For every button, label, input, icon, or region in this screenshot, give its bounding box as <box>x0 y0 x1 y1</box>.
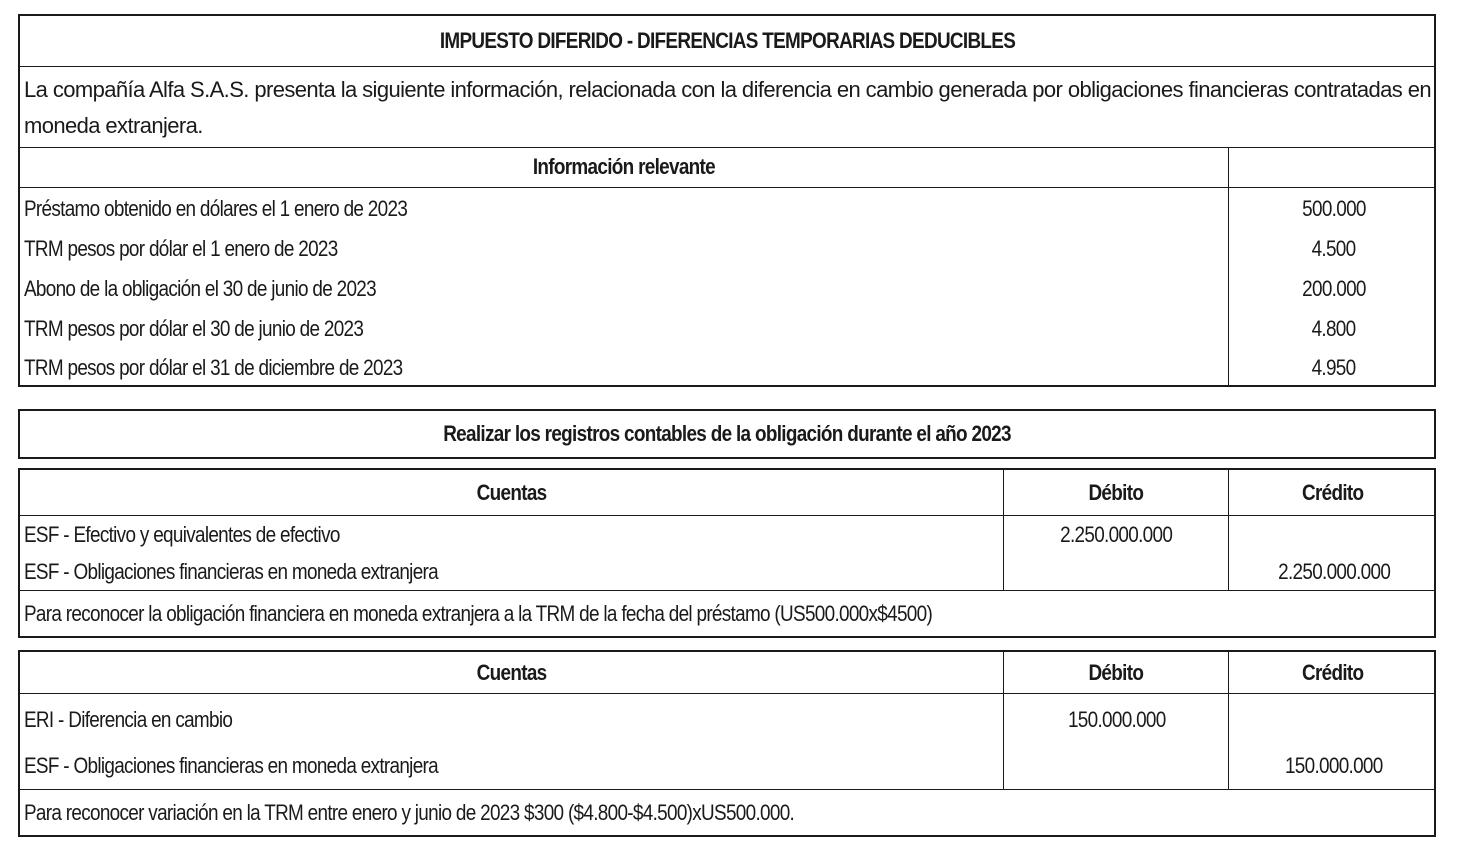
intro-paragraph: La compañía Alfa S.A.S. presenta la siguiente información, relacionada con la diferencia en cambio generada por obligaciones financieras contratadas en moneda extranjera. <box>24 77 1431 138</box>
info-label: Abono de la obligación el 30 de junio de 2023 <box>24 276 376 301</box>
entry-cuenta: ESF - Obligaciones financieras en moneda extranjera <box>24 753 438 778</box>
title-row <box>20 16 1434 66</box>
entry-note: Para reconocer la obligación financiera en moneda extranjera a la TRM de la fecha del préstamo (US500.000x$4500) <box>24 600 933 626</box>
info-value: 200.000 <box>1302 276 1366 301</box>
entry-row <box>20 554 1434 590</box>
entry-debito: 2.250.000.000 <box>1060 522 1173 547</box>
info-label: TRM pesos por dólar el 30 de junio de 2023 <box>24 316 364 341</box>
entry-cuenta: ESF - Obligaciones financieras en moneda extranjera <box>24 559 438 584</box>
info-row <box>20 269 1434 309</box>
col-credito: Crédito <box>1302 659 1364 685</box>
info-row <box>20 229 1434 269</box>
entry-header-row <box>20 470 1434 515</box>
entry-header-row <box>20 652 1434 693</box>
col-cuentas: Cuentas <box>476 479 547 505</box>
info-row <box>20 349 1434 387</box>
task-box <box>18 409 1436 459</box>
col-debito: Débito <box>1088 659 1143 685</box>
col-cuentas: Cuentas <box>476 659 547 685</box>
entry-row <box>20 516 1434 554</box>
col-credito: Crédito <box>1302 479 1364 505</box>
entry-row <box>20 696 1434 744</box>
entry-cuenta: ESF - Efectivo y equivalentes de efectivo <box>24 522 340 547</box>
journal-entry-2 <box>18 650 1436 837</box>
info-label: TRM pesos por dólar el 1 enero de 2023 <box>24 236 338 261</box>
entry-cuenta: ERI - Diferencia en cambio <box>24 707 233 732</box>
entry-note-row <box>20 591 1434 636</box>
info-value: 500.000 <box>1302 196 1366 221</box>
journal-entry-1 <box>18 468 1436 638</box>
info-label: TRM pesos por dólar el 31 de diciembre de 2023 <box>24 355 403 380</box>
info-table <box>18 14 1436 387</box>
info-row <box>20 309 1434 349</box>
info-heading-row <box>20 147 1434 187</box>
col-debito: Débito <box>1088 479 1143 505</box>
entry-note: Para reconocer variación en la TRM entre enero y junio de 2023 $300 ($4.800-$4.500)xUS500.000. <box>24 799 795 825</box>
entry-credito: 150.000.000 <box>1285 753 1383 778</box>
info-value: 4.800 <box>1312 316 1356 341</box>
info-row <box>20 189 1434 229</box>
info-value: 4.500 <box>1312 236 1356 261</box>
page-title: IMPUESTO DIFERIDO - DIFERENCIAS TEMPORARIAS DEDUCIBLES <box>439 28 1015 53</box>
entry-row <box>20 744 1434 788</box>
info-label: Préstamo obtenido en dólares el 1 enero de 2023 <box>24 196 408 221</box>
info-heading: Información relevante <box>532 154 716 179</box>
info-value: 4.950 <box>1312 355 1356 380</box>
entry-note-row <box>20 790 1434 835</box>
entry-debito: 150.000.000 <box>1067 707 1166 732</box>
entry-credito: 2.250.000.000 <box>1277 559 1391 584</box>
task-title: Realizar los registros contables de la obligación durante el año 2023 <box>443 421 1011 446</box>
